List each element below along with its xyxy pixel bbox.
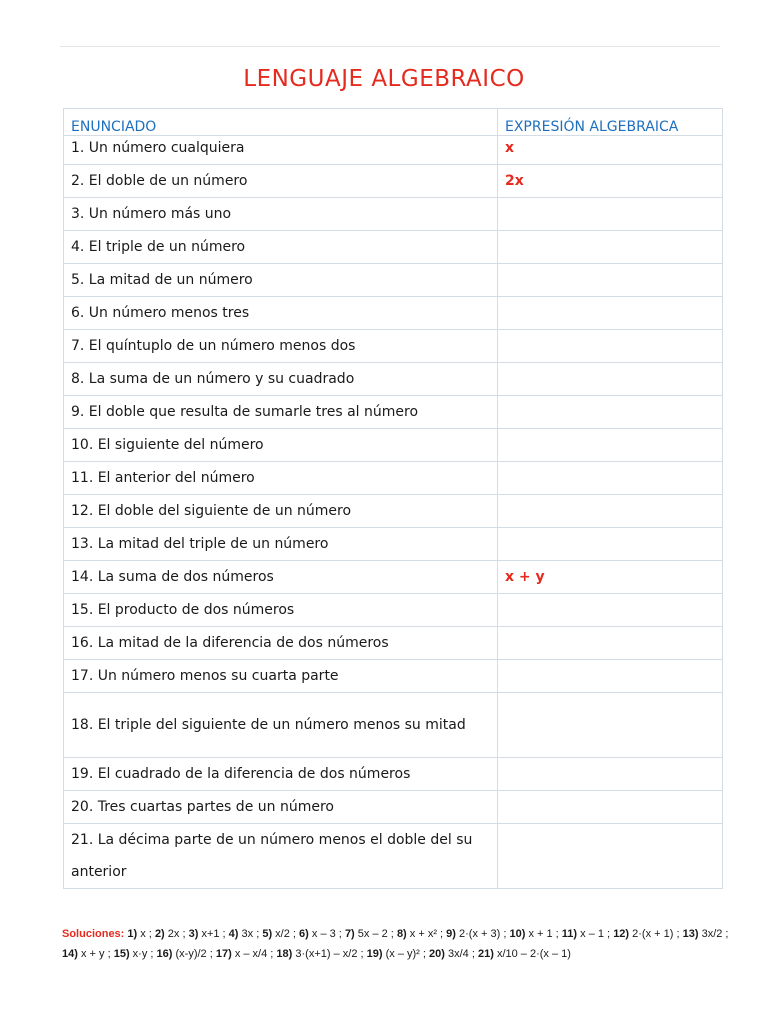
statement-cell: 9. El doble que resulta de sumarle tres al número [64,396,498,429]
statement-cell: 8. La suma de un número y su cuadrado [64,363,498,396]
expression-cell[interactable] [498,297,723,330]
solution-number: 9) [446,928,456,940]
table-row [64,495,723,528]
table-row [64,363,723,396]
solution-value: (x-y)/2 [175,948,207,960]
solution-value: 5x – 2 [357,928,388,940]
solution-value: (x – y)² [385,948,420,960]
table-row [64,330,723,363]
expression-cell[interactable] [498,330,723,363]
statement-cell: 16. La mitad de la diferencia de dos números [64,627,498,660]
algebra-table [63,108,723,889]
solution-number: 6) [299,928,309,940]
solution-value: x – x/4 [234,948,268,960]
expression-cell[interactable] [498,528,723,561]
solution-number: 20) [429,948,445,960]
table-row [64,561,723,594]
statement-cell: 4. El triple de un número [64,231,498,264]
solution-number: 14) [62,948,78,960]
solution-number: 7) [344,928,355,940]
statement-cell: 12. El doble del siguiente de un número [64,495,498,528]
solution-number: 19) [366,948,383,960]
solution-number: 13) [682,928,699,940]
statement-cell: 18. El triple del siguiente de un número menos su mitad [64,693,498,758]
table-header-row [64,109,723,136]
solution-value: x+1 [201,928,220,940]
solution-value: x – 3 [311,928,336,940]
solution-number: 21) [477,948,494,960]
solutions-footer [62,924,730,964]
expression-cell[interactable]: 2x [498,165,723,198]
solutions-label: Soluciones: [62,928,125,940]
page-title: LENGUAJE ALGEBRAICO [243,66,525,92]
table-row [64,165,723,198]
table-row [64,462,723,495]
statement-cell: 13. La mitad del triple de un número [64,528,498,561]
solution-value: x [140,928,146,940]
statement-cell: 3. Un número más uno [64,198,498,231]
table-row [64,627,723,660]
statement-cell: 5. La mitad de un número [64,264,498,297]
table-row [64,198,723,231]
table-row [64,297,723,330]
statement-cell: 21. La décima parte de un número menos el doble del su anterior [64,824,498,889]
expression-cell[interactable] [498,693,723,758]
table-row [64,231,723,264]
expression-cell[interactable] [498,495,723,528]
expression-cell[interactable]: x + y [498,561,723,594]
expression-cell[interactable] [498,264,723,297]
table-row [64,594,723,627]
table-row [64,396,723,429]
table-row [64,660,723,693]
statement-cell: 15. El producto de dos números [64,594,498,627]
expression-cell[interactable] [498,198,723,231]
solution-value: x + y [80,948,105,960]
solution-value: x – 1 [580,928,604,940]
solution-value: 3·(x+1) – x/2 [295,948,358,960]
solution-number: 4) [228,928,239,940]
header-expression: EXPRESIÓN ALGEBRAICA [498,109,723,136]
expression-cell[interactable] [498,462,723,495]
solution-value: 2·(x + 1) [632,928,674,940]
solution-number: 11) [561,928,578,940]
header-statement: ENUNCIADO [64,109,498,136]
expression-cell[interactable] [498,791,723,824]
solution-number: 8) [396,928,407,940]
expression-cell[interactable]: x [498,136,723,165]
table-row [64,824,723,889]
statement-cell: 10. El siguiente del número [64,429,498,462]
solution-number: 15) [113,948,130,960]
table-row [64,791,723,824]
solution-number: 3) [188,928,199,940]
solution-value: 2·(x + 3) [459,928,501,940]
solution-number: 18) [276,948,293,960]
solution-value: x/10 – 2·(x – 1) [496,948,571,960]
solution-value: 2x [167,928,180,940]
solution-number: 5) [262,928,273,940]
table-row [64,693,723,758]
expression-cell[interactable] [498,231,723,264]
top-divider [60,46,720,47]
expression-cell[interactable] [498,363,723,396]
solutions-list: 1) x ; 2) 2x ; 3) x+1 ; 4) 3x ; 5) x/2 ; 6) x – 3 ; 7) 5x – 2 ; 8) x + x² ; 9) 2·(x + 3) ; 10) x + 1 ; 11) x – 1 ; 12) 2·(x + 1) ; 13) 3x/2 ; 14) x + y ; 15) x·y ; 16) (x-y)/2 ; 17) x – x/4 ; 18) 3·(x+1) – x/2 ; 19) (x – y)² ; 20) 3x/4 ; 21) x/10 – 2·(x – 1) [62,928,729,960]
table-row [64,136,723,165]
statement-cell: 20. Tres cuartas partes de un número [64,791,498,824]
solution-number: 1) [127,928,138,940]
expression-cell[interactable] [498,594,723,627]
expression-cell[interactable] [498,627,723,660]
expression-cell[interactable] [498,429,723,462]
solution-number: 10) [509,928,526,940]
solution-value: 3x [241,928,254,940]
table-row [64,264,723,297]
solution-number: 17) [215,948,232,960]
expression-cell[interactable] [498,660,723,693]
expression-cell[interactable] [498,824,723,889]
statement-cell: 6. Un número menos tres [64,297,498,330]
statement-cell: 11. El anterior del número [64,462,498,495]
table-row [64,528,723,561]
solution-number: 2) [154,928,165,940]
solution-value: 3x/2 [701,928,723,940]
statement-cell: 17. Un número menos su cuarta parte [64,660,498,693]
table-row [64,758,723,791]
solution-value: x + x² [409,928,437,940]
statement-cell: 2. El doble de un número [64,165,498,198]
expression-cell[interactable] [498,396,723,429]
solution-number: 12) [613,928,630,940]
statement-cell: 1. Un número cualquiera [64,136,498,165]
solution-number: 16) [156,948,173,960]
solution-value: 3x/4 [448,948,469,960]
statement-cell: 7. El quíntuplo de un número menos dos [64,330,498,363]
solution-value: x + 1 [528,928,553,940]
solution-value: x·y [132,948,148,960]
table-row [64,429,723,462]
expression-cell[interactable] [498,758,723,791]
statement-cell: 14. La suma de dos números [64,561,498,594]
solution-value: x/2 [275,928,290,940]
statement-cell: 19. El cuadrado de la diferencia de dos números [64,758,498,791]
